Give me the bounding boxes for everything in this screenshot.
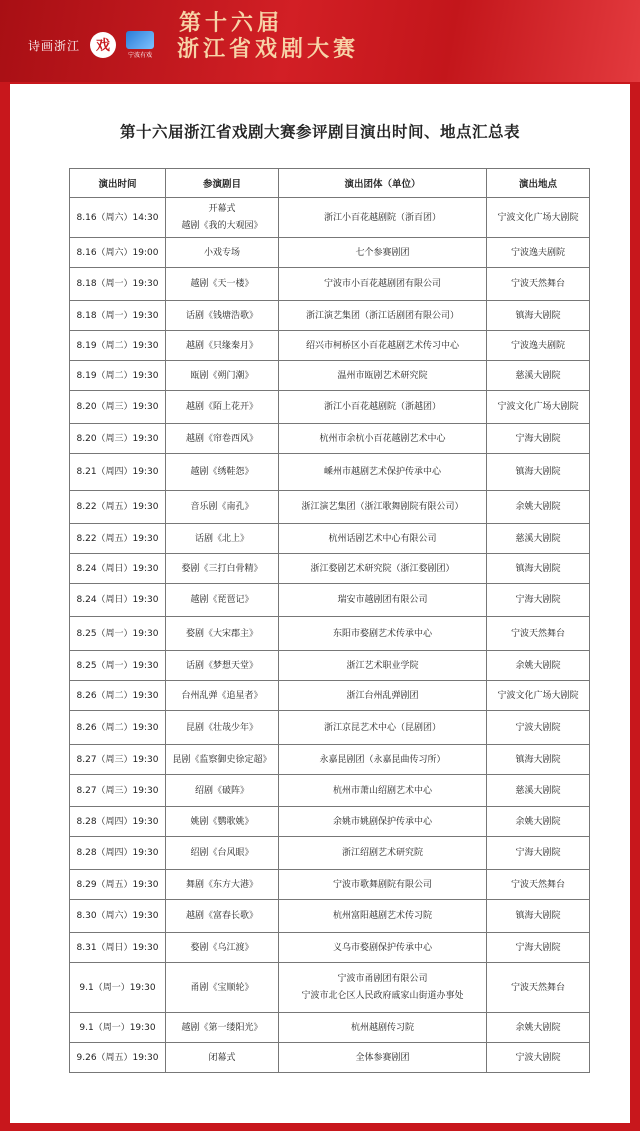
cell-play-line: 绍剧《破阵》 — [194, 785, 249, 796]
cell-troupe — [279, 524, 487, 554]
cell-play — [166, 301, 279, 331]
cell-time — [70, 745, 166, 775]
cell-play-line: 昆剧《监察御史徐定超》 — [172, 754, 272, 765]
cell-troupe-line: 浙江京昆艺术中心（昆剧团） — [323, 722, 441, 733]
cell-venue — [487, 837, 590, 870]
cell-time-line: 9.1（周一）19:30 — [79, 982, 156, 993]
cell-venue — [487, 1013, 590, 1043]
ningbo-logo-text: 宁波有戏 — [128, 52, 153, 59]
cell-venue-line: 宁波大剧院 — [515, 722, 561, 733]
cell-venue-line: 余姚大剧院 — [515, 816, 561, 827]
cell-time-line: 8.25（周一）19:30 — [76, 628, 159, 639]
cell-venue-line: 宁波天然舞台 — [510, 982, 565, 993]
cell-play-line: 越剧《琵琶记》 — [190, 595, 254, 605]
cell-venue — [487, 933, 590, 963]
cell-troupe — [279, 837, 487, 870]
cell-troupe-line: 浙江演艺集团（浙江话剧团有限公司） — [305, 310, 459, 321]
cell-troupe — [279, 454, 487, 491]
table-row — [70, 454, 590, 491]
cell-time — [70, 584, 166, 617]
cell-venue-line: 慈溪大剧院 — [515, 370, 561, 381]
banner-title — [175, 10, 359, 62]
cell-troupe — [279, 268, 487, 301]
table-row — [70, 1043, 590, 1073]
cell-venue — [487, 584, 590, 617]
cell-time-line: 8.27（周三）19:30 — [76, 754, 159, 765]
cell-troupe — [279, 198, 487, 238]
cell-time — [70, 900, 166, 933]
cell-troupe-line: 浙江婺剧艺术研究院（浙江婺剧团） — [310, 563, 455, 574]
cell-troupe — [279, 711, 487, 745]
table-row — [70, 711, 590, 745]
cell-time — [70, 268, 166, 301]
cell-play — [166, 617, 279, 651]
cell-troupe-line: 浙江小百花越剧院（浙越团） — [323, 402, 441, 412]
cell-time — [70, 963, 166, 1013]
cell-play — [166, 268, 279, 301]
column-header-play: 参演剧目 — [166, 169, 279, 198]
cell-venue — [487, 807, 590, 837]
cell-troupe — [279, 1043, 487, 1073]
cell-venue-line: 慈溪大剧院 — [515, 533, 561, 544]
cell-play-line: 台州乱弹《追星者》 — [181, 690, 263, 701]
cell-play-line: 越剧《我的大观园》 — [181, 220, 263, 231]
cell-troupe — [279, 651, 487, 681]
table-row — [70, 554, 590, 584]
table-header-row — [70, 169, 590, 198]
cell-venue — [487, 424, 590, 454]
cell-troupe-line: 永嘉昆剧团（永嘉昆曲传习所） — [319, 754, 446, 765]
cell-troupe-line: 全体参赛剧团 — [355, 1052, 410, 1063]
cell-time — [70, 651, 166, 681]
poetic-zhejiang-logo: 诗画浙江 — [28, 38, 81, 53]
table-row — [70, 301, 590, 331]
schedule-table-body — [70, 198, 590, 1073]
cell-troupe-line: 宁波市甬剧团有限公司 — [337, 973, 428, 984]
cell-play — [166, 454, 279, 491]
cell-troupe-line: 杭州市余杭小百花越剧艺术中心 — [319, 433, 446, 444]
cell-troupe-line: 浙江艺术职业学院 — [346, 660, 419, 671]
cell-venue-line: 镇海大剧院 — [515, 310, 561, 321]
cell-troupe-line: 温州市瓯剧艺术研究院 — [337, 370, 428, 381]
cell-play — [166, 651, 279, 681]
table-row — [70, 198, 590, 238]
cell-time — [70, 361, 166, 391]
cell-time — [70, 1043, 166, 1073]
table-row — [70, 775, 590, 807]
table-row — [70, 870, 590, 900]
cell-play-line: 越剧《第一缕阳光》 — [181, 1022, 263, 1033]
cell-time — [70, 198, 166, 238]
cell-play-line: 音乐剧《南孔》 — [190, 502, 254, 512]
cell-venue — [487, 491, 590, 524]
cell-troupe-line: 七个参赛剧团 — [355, 247, 410, 258]
cell-time-line: 8.28（周四）19:30 — [76, 816, 159, 827]
cell-venue-line: 余姚大剧院 — [515, 502, 561, 512]
cell-venue-line: 宁波天然舞台 — [510, 279, 565, 289]
cell-play — [166, 900, 279, 933]
cell-venue-line: 宁波大剧院 — [515, 1052, 561, 1063]
cell-venue — [487, 617, 590, 651]
cell-play-line: 瓯剧《朔门潮》 — [190, 370, 254, 381]
cell-time — [70, 870, 166, 900]
cell-time-line: 8.26（周二）19:30 — [76, 690, 159, 701]
cell-time-line: 8.26（周二）19:30 — [76, 722, 159, 733]
cell-time-line: 8.25（周一）19:30 — [76, 660, 159, 671]
cell-time-line: 9.26（周五）19:30 — [76, 1052, 159, 1063]
column-header-venue: 演出地点 — [487, 169, 590, 198]
cell-troupe — [279, 331, 487, 361]
cell-troupe — [279, 617, 487, 651]
cell-play-line: 越剧《帘卷西风》 — [185, 433, 258, 444]
cell-time-line: 8.20（周三）19:30 — [76, 433, 159, 444]
cell-venue — [487, 238, 590, 268]
cell-troupe — [279, 775, 487, 807]
cell-time-line: 8.24（周日）19:30 — [76, 563, 159, 574]
cell-venue-line: 宁波天然舞台 — [510, 879, 565, 890]
cell-time-line: 8.16（周六）14:30 — [76, 212, 159, 223]
cell-time-line: 8.22（周五）19:30 — [76, 533, 159, 544]
cell-troupe — [279, 900, 487, 933]
cell-play — [166, 681, 279, 711]
cell-play-line: 绍剧《台风眼》 — [190, 848, 254, 858]
cell-venue — [487, 391, 590, 424]
cell-play — [166, 775, 279, 807]
cell-venue — [487, 198, 590, 238]
cell-time — [70, 301, 166, 331]
table-row — [70, 391, 590, 424]
cell-venue-line: 镇海大剧院 — [515, 467, 561, 477]
cell-time-line: 8.27（周三）19:30 — [76, 785, 159, 796]
cell-venue-line: 慈溪大剧院 — [515, 785, 561, 796]
drama-festival-logo: 戏 — [90, 32, 116, 58]
cell-play-line: 婺剧《乌江渡》 — [190, 942, 254, 953]
cell-play — [166, 963, 279, 1013]
table-row — [70, 491, 590, 524]
cell-time — [70, 331, 166, 361]
cell-time — [70, 807, 166, 837]
cell-venue — [487, 745, 590, 775]
cell-troupe-line: 宁波市小百花越剧团有限公司 — [323, 279, 441, 289]
cell-troupe — [279, 870, 487, 900]
cell-play — [166, 837, 279, 870]
cell-venue-line: 宁波天然舞台 — [510, 628, 565, 639]
table-row — [70, 745, 590, 775]
cell-troupe — [279, 554, 487, 584]
cell-venue-line: 宁海大剧院 — [515, 848, 561, 858]
cell-play-line: 话剧《北上》 — [194, 533, 249, 544]
cell-troupe — [279, 1013, 487, 1043]
cell-troupe — [279, 301, 487, 331]
cell-time — [70, 1013, 166, 1043]
cell-play — [166, 424, 279, 454]
cell-venue — [487, 775, 590, 807]
cell-troupe-line: 浙江小百花越剧院（浙百团） — [323, 212, 441, 223]
table-row — [70, 331, 590, 361]
cell-play-line: 越剧《富春长歌》 — [185, 911, 258, 921]
cell-venue-line: 镇海大剧院 — [515, 563, 561, 574]
document-title: 第十六届浙江省戏剧大赛参评剧目演出时间、地点汇总表 — [119, 122, 520, 141]
cell-venue-line: 余姚大剧院 — [515, 660, 561, 671]
cell-venue-line: 宁波逸夫剧院 — [510, 340, 565, 351]
cell-play — [166, 584, 279, 617]
table-row — [70, 584, 590, 617]
cell-time — [70, 554, 166, 584]
cell-play — [166, 391, 279, 424]
cell-troupe — [279, 238, 487, 268]
cell-play-line: 越剧《只缘秦月》 — [185, 340, 258, 351]
cell-time — [70, 391, 166, 424]
cell-play — [166, 554, 279, 584]
banner-title-line-1: 第十六届 — [179, 10, 284, 36]
cell-venue — [487, 268, 590, 301]
cell-time — [70, 681, 166, 711]
cell-troupe-line: 绍兴市柯桥区小百花越剧艺术传习中心 — [305, 340, 459, 351]
column-header-troupe: 演出团体（单位） — [279, 169, 487, 198]
cell-time-line: 8.16（周六）19:00 — [76, 247, 159, 258]
table-row — [70, 424, 590, 454]
cell-play — [166, 807, 279, 837]
cell-troupe-line: 浙江台州乱弹剧团 — [346, 690, 419, 701]
cell-time — [70, 238, 166, 268]
cell-troupe-line: 余姚市姚剧保护传承中心 — [332, 816, 432, 827]
cell-time-line: 8.30（周六）19:30 — [76, 911, 159, 921]
cell-time — [70, 524, 166, 554]
cell-time-line: 8.28（周四）19:30 — [76, 848, 159, 858]
cell-venue — [487, 361, 590, 391]
cell-troupe — [279, 391, 487, 424]
cell-troupe — [279, 361, 487, 391]
cell-play — [166, 238, 279, 268]
cell-play-line: 越剧《陌上花开》 — [185, 402, 258, 412]
cell-troupe — [279, 807, 487, 837]
cell-venue — [487, 711, 590, 745]
cell-venue — [487, 1043, 590, 1073]
cell-venue — [487, 554, 590, 584]
cell-venue-line: 宁海大剧院 — [515, 595, 561, 605]
cell-venue-line: 余姚大剧院 — [515, 1022, 561, 1033]
table-row — [70, 524, 590, 554]
cell-troupe — [279, 584, 487, 617]
cell-troupe-line: 杭州市萧山绍剧艺术中心 — [332, 785, 432, 796]
cell-play-line: 婺剧《三打白骨精》 — [181, 563, 263, 574]
cell-venue-line: 宁波文化广场大剧院 — [497, 690, 579, 701]
cell-venue-line: 镇海大剧院 — [515, 754, 561, 765]
cell-venue-line: 宁波文化广场大剧院 — [497, 402, 579, 412]
cell-troupe — [279, 681, 487, 711]
cell-play — [166, 491, 279, 524]
table-row — [70, 238, 590, 268]
cell-time — [70, 711, 166, 745]
table-row — [70, 361, 590, 391]
cell-venue — [487, 963, 590, 1013]
cell-time-line: 8.24（周日）19:30 — [76, 595, 159, 605]
cell-venue — [487, 331, 590, 361]
table-row — [70, 681, 590, 711]
table-row — [70, 900, 590, 933]
cell-time — [70, 491, 166, 524]
cell-troupe-line: 浙江演艺集团（浙江歌舞剧院有限公司） — [301, 502, 464, 512]
cell-time — [70, 837, 166, 870]
cell-venue — [487, 870, 590, 900]
cell-play — [166, 1013, 279, 1043]
cell-time-line: 8.31（周日）19:30 — [76, 942, 159, 953]
cell-play-line: 舞剧《东方大港》 — [185, 879, 258, 890]
cell-play — [166, 745, 279, 775]
cell-troupe-line: 杭州富阳越剧艺术传习院 — [332, 911, 432, 921]
cell-time-line: 8.29（周五）19:30 — [76, 879, 159, 890]
cell-troupe — [279, 424, 487, 454]
cell-troupe-line: 宁波市歌舞剧院有限公司 — [332, 879, 432, 890]
cell-troupe — [279, 933, 487, 963]
cell-play-line: 话剧《钱塘浩歌》 — [185, 310, 258, 321]
cell-troupe — [279, 745, 487, 775]
ningbo-logo-mark-icon — [126, 31, 154, 49]
cell-time — [70, 424, 166, 454]
cell-play — [166, 198, 279, 238]
document-paper — [10, 84, 630, 1123]
cell-venue — [487, 454, 590, 491]
cell-play-line: 姚剧《鹦歌姚》 — [190, 816, 254, 827]
cell-time-line: 8.22（周五）19:30 — [76, 502, 159, 512]
cell-play — [166, 1043, 279, 1073]
cell-time-line: 8.19（周二）19:30 — [76, 370, 159, 381]
cell-play — [166, 870, 279, 900]
cell-venue-line: 镇海大剧院 — [515, 911, 561, 921]
table-row — [70, 963, 590, 1013]
cell-venue-line: 宁海大剧院 — [515, 942, 561, 953]
schedule-table — [69, 168, 590, 1073]
cell-play-line: 昆剧《壮哉少年》 — [185, 722, 258, 733]
cell-venue-line: 宁海大剧院 — [515, 433, 561, 444]
cell-play — [166, 524, 279, 554]
table-row — [70, 807, 590, 837]
cell-play-line: 闭幕式 — [208, 1052, 236, 1063]
ningbo-drama-logo — [126, 31, 154, 59]
cell-venue-line: 宁波逸夫剧院 — [510, 247, 565, 258]
table-row — [70, 1013, 590, 1043]
cell-play-line: 越剧《绣鞋怨》 — [190, 467, 254, 477]
banner-title-line-2: 浙江省戏剧大赛 — [177, 36, 360, 62]
table-row — [70, 933, 590, 963]
cell-time — [70, 775, 166, 807]
cell-venue — [487, 651, 590, 681]
cell-play — [166, 361, 279, 391]
cell-time-line: 8.21（周四）19:30 — [76, 467, 159, 477]
cell-time-line: 8.19（周二）19:30 — [76, 340, 159, 351]
table-row — [70, 837, 590, 870]
table-row — [70, 651, 590, 681]
cell-time-line: 8.18（周一）19:30 — [76, 310, 159, 321]
cell-play — [166, 933, 279, 963]
cell-venue — [487, 681, 590, 711]
cell-play — [166, 711, 279, 745]
cell-time — [70, 933, 166, 963]
cell-time — [70, 617, 166, 651]
cell-venue — [487, 900, 590, 933]
cell-time — [70, 454, 166, 491]
cell-troupe — [279, 491, 487, 524]
cell-venue-line: 宁波文化广场大剧院 — [497, 212, 579, 223]
cell-play-line: 话剧《梦想天堂》 — [185, 660, 258, 671]
cell-troupe — [279, 963, 487, 1013]
cell-venue — [487, 524, 590, 554]
cell-troupe-line: 义乌市婺剧保护传承中心 — [332, 942, 432, 953]
table-row — [70, 268, 590, 301]
cell-play-line: 甬剧《宝顺轮》 — [190, 982, 254, 993]
table-row — [70, 617, 590, 651]
cell-time-line: 8.18（周一）19:30 — [76, 279, 159, 289]
cell-troupe-line: 杭州话剧艺术中心有限公司 — [328, 533, 437, 544]
logo-group — [28, 30, 154, 60]
cell-troupe-line: 嵊州市越剧艺术保护传承中心 — [323, 467, 441, 477]
cell-troupe-line: 杭州越剧传习院 — [350, 1022, 414, 1033]
cell-play-line: 越剧《天一楼》 — [190, 279, 254, 289]
cell-play-line: 婺剧《大宋郡主》 — [185, 628, 258, 639]
cell-troupe-line: 瑞安市越剧团有限公司 — [337, 595, 428, 605]
cell-play — [166, 331, 279, 361]
cell-play-line: 小戏专场 — [203, 247, 240, 258]
cell-venue — [487, 301, 590, 331]
cell-troupe-line: 东阳市婺剧艺术传承中心 — [332, 628, 432, 639]
column-header-time: 演出时间 — [70, 169, 166, 198]
banner — [0, 0, 640, 82]
cell-time-line: 8.20（周三）19:30 — [76, 402, 159, 412]
cell-troupe-line: 宁波市北仑区人民政府戚家山街道办事处 — [301, 990, 464, 1001]
cell-play-line: 开幕式 — [208, 203, 236, 214]
cell-time-line: 9.1（周一）19:30 — [79, 1022, 156, 1033]
cell-troupe-line: 浙江绍剧艺术研究院 — [341, 848, 423, 858]
